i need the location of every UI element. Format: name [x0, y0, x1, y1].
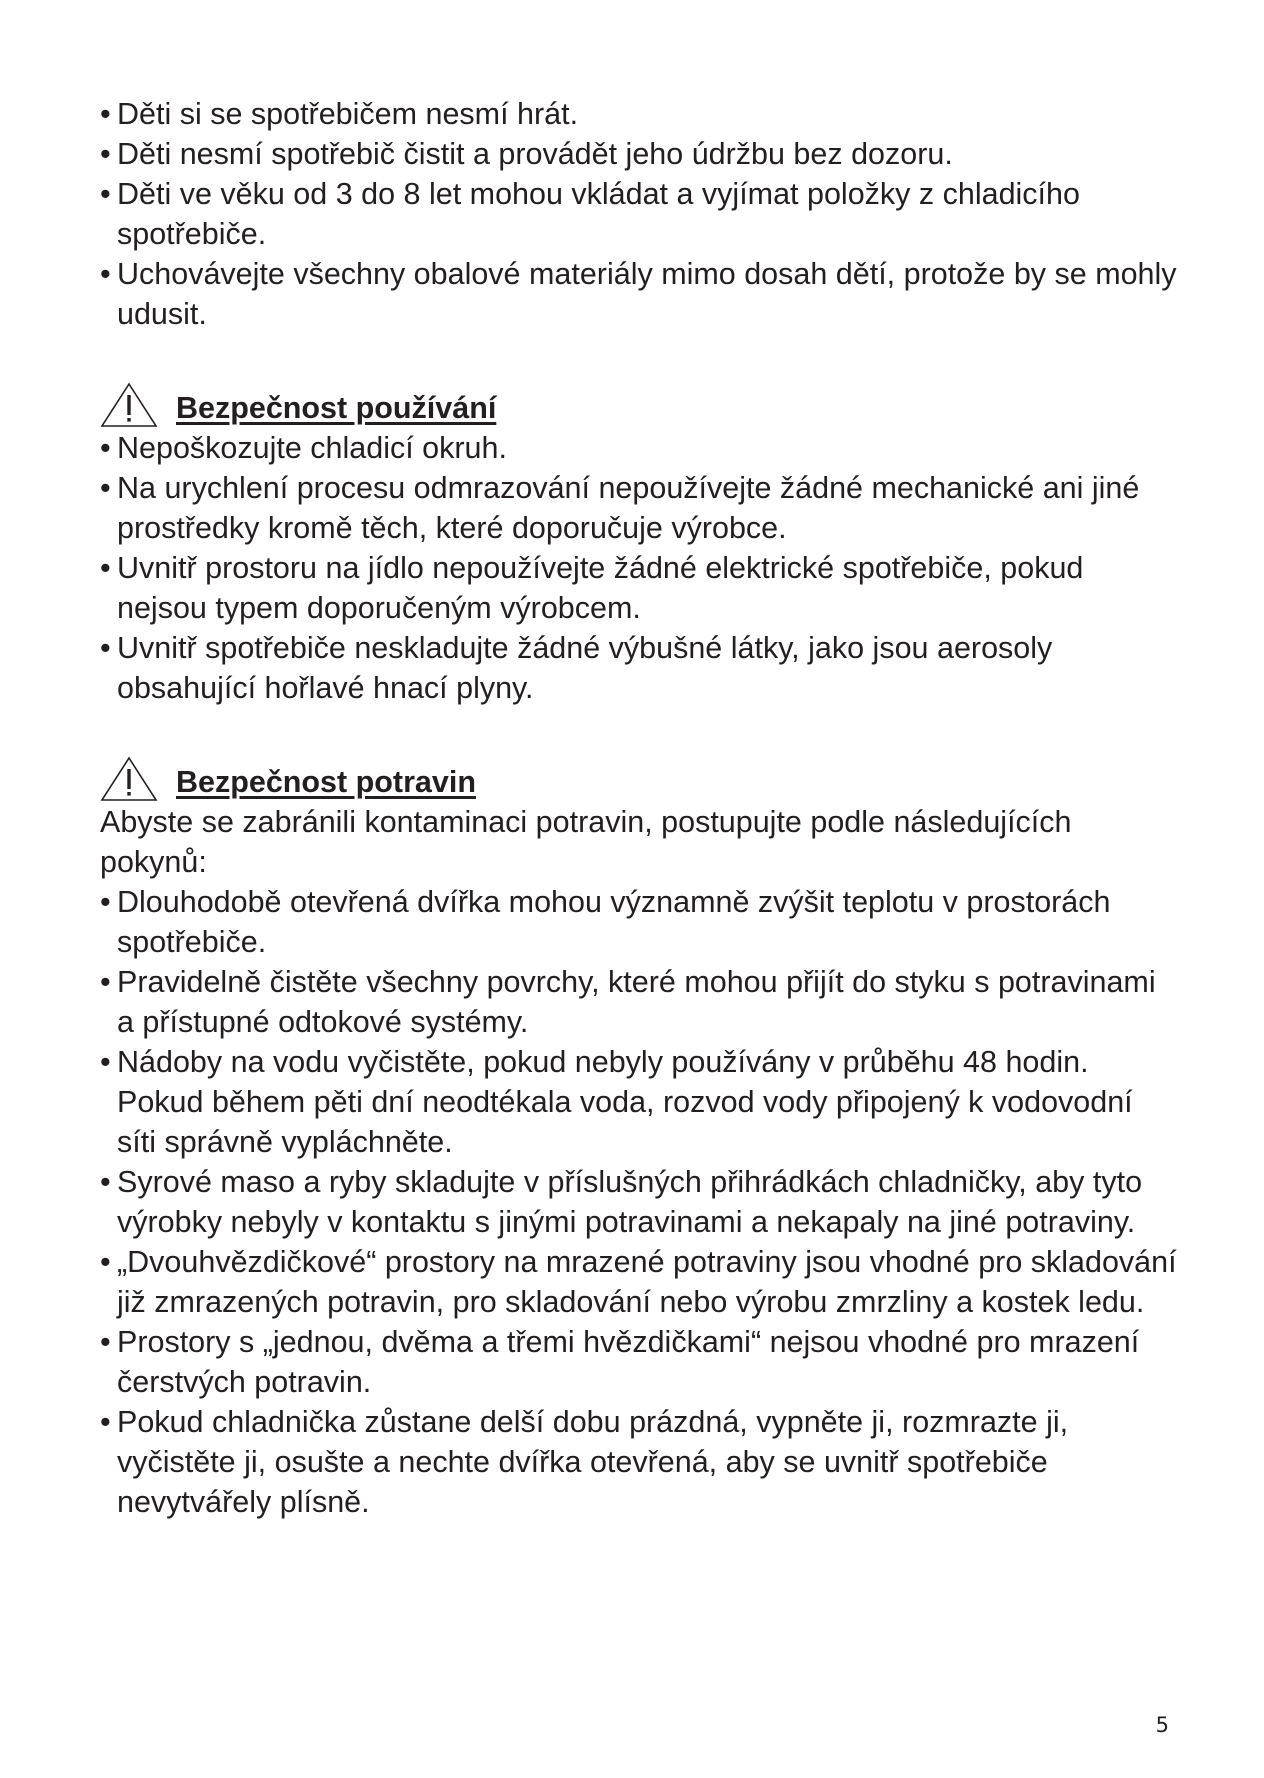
- list-item: • Pravidelně čistěte všechny povrchy, které mohou přijít do styku s potravinami a přístupné odtokové systémy.: [100, 962, 1180, 1042]
- list-item: • Dlouhodobě otevřená dvířka mohou významně zvýšit teplotu v prostorách spotřebiče.: [100, 882, 1180, 962]
- list-item: • Uvnitř spotřebiče neskladujte žádné výbušné látky, jako jsou aerosoly obsahující hořlavé hnací plyny.: [100, 628, 1180, 708]
- list-item: • Děti si se spotřebičem nesmí hrát.: [100, 94, 1180, 134]
- list-item: • Nepoškozujte chladicí okruh.: [100, 428, 1180, 468]
- section-title: Bezpečnost potravin: [176, 765, 476, 799]
- bullet-icon: •: [100, 1245, 111, 1279]
- list-item: • „Dvouhvězdičkové“ prostory na mrazené potraviny jsou vhodné pro skladování již zmrazených potravin, pro skladování nebo výrobu zmrzliny a kostek ledu.: [100, 1242, 1180, 1322]
- list-item: • Syrové maso a ryby skladujte v příslušných přihrádkách chladničky, aby tyto výrobky nebyly v kontaktu s jinými potravinami a nekapaly na jiné potraviny.: [100, 1162, 1180, 1242]
- bullet-icon: •: [100, 551, 111, 585]
- bullet-icon: •: [100, 97, 111, 131]
- top-bullet-list: [100, 94, 1180, 334]
- bullet-icon: •: [100, 137, 111, 171]
- bullet-icon: •: [100, 631, 111, 665]
- section-heading-usage: [100, 384, 1180, 428]
- document-body: [100, 94, 1180, 1522]
- bullet-icon: •: [100, 965, 111, 999]
- bullet-icon: •: [100, 1325, 111, 1359]
- bullet-icon: •: [100, 885, 111, 919]
- bullet-icon: •: [100, 1405, 111, 1439]
- section-title: Bezpečnost používání: [176, 391, 497, 425]
- warning-triangle-icon: [100, 382, 158, 428]
- list-item: • Děti ve věku od 3 do 8 let mohou vkládat a vyjímat položky z chladicího spotřebiče.: [100, 174, 1180, 254]
- bullet-icon: •: [100, 257, 111, 291]
- bullet-icon: •: [100, 1045, 111, 1079]
- list-item: • Uvnitř prostoru na jídlo nepoužívejte žádné elektrické spotřebiče, pokud nejsou typem doporučeným výrobcem.: [100, 548, 1180, 628]
- section-heading-food: [100, 758, 1180, 802]
- warning-triangle-icon: [100, 756, 158, 802]
- page-number: 5: [1155, 1713, 1169, 1737]
- bullet-icon: •: [100, 431, 111, 465]
- usage-bullet-list: [100, 428, 1180, 708]
- list-item: • Děti nesmí spotřebič čistit a provádět jeho údržbu bez dozoru.: [100, 134, 1180, 174]
- food-bullet-list: [100, 882, 1180, 1522]
- list-item: • Pokud chladnička zůstane delší dobu prázdná, vypněte ji, rozmrazte ji, vyčistěte ji, osušte a nechte dvířka otevřená, aby se uvnitř spotřebiče nevytvářely plísně.: [100, 1402, 1180, 1522]
- list-item: • Na urychlení procesu odmrazování nepoužívejte žádné mechanické ani jiné prostředky kromě těch, které doporučuje výrobce.: [100, 468, 1180, 548]
- bullet-icon: •: [100, 1165, 111, 1199]
- list-item: • Nádoby na vodu vyčistěte, pokud nebyly používány v průběhu 48 hodin. Pokud během pěti dní neodtékala voda, rozvod vody připojený k vodovodní síti správně vypláchněte.: [100, 1042, 1180, 1162]
- section-intro: Abyste se zabránili kontaminaci potravin, postupujte podle následujících pokynů:: [100, 805, 1072, 879]
- bullet-icon: •: [100, 177, 111, 211]
- list-item: • Uchovávejte všechny obalové materiály mimo dosah dětí, protože by se mohly udusit.: [100, 254, 1180, 334]
- bullet-icon: •: [100, 471, 111, 505]
- list-item: • Prostory s „jednou, dvěma a třemi hvězdičkami“ nejsou vhodné pro mrazení čerstvých potravin.: [100, 1322, 1180, 1402]
